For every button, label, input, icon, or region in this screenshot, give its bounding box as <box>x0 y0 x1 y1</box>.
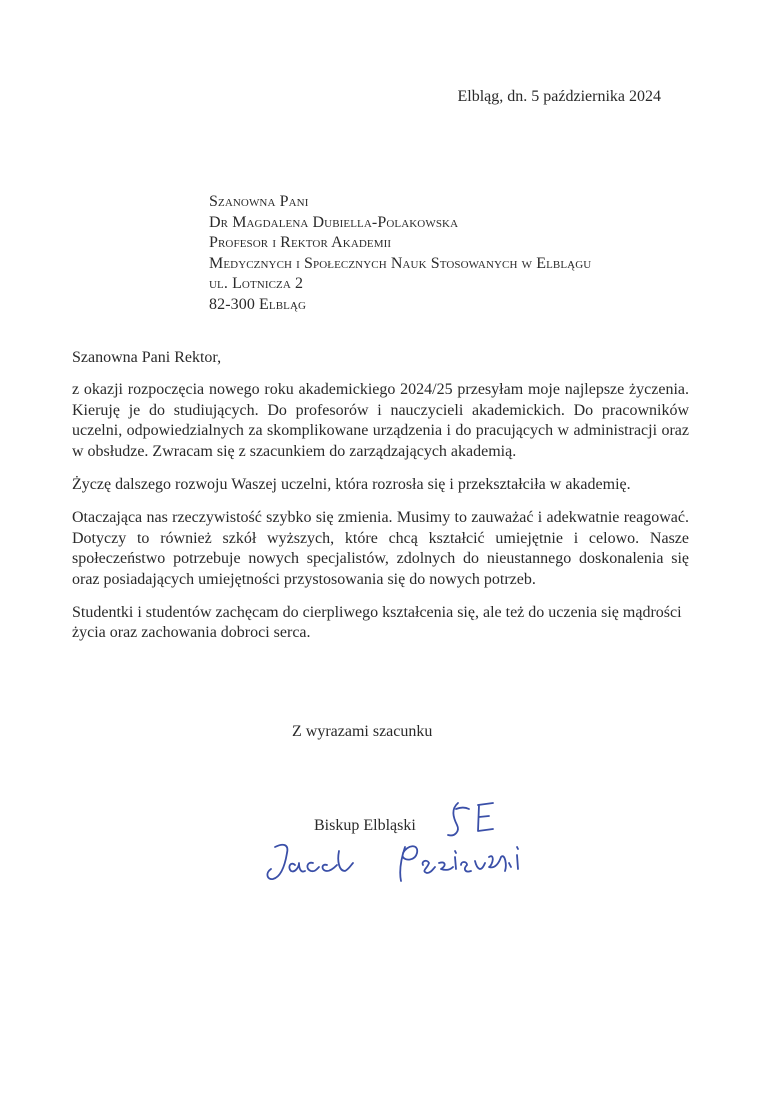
recipient-line: Szanowna Pani <box>209 193 309 210</box>
closing: Z wyrazami szacunku <box>292 723 433 740</box>
signature-first-name <box>267 845 353 879</box>
letter-body <box>72 380 689 657</box>
signer-title: Biskup Elbląski <box>314 817 416 834</box>
paragraph: z okazji rozpoczęcia nowego roku akademickiego 2024/25 przesyłam moje najlepsze życzenia. Kieruję je do studiujących. Do profesorów i nauczycieli akademickich. Do pracowników uczelni, odpowiedzialnych za skomplikowane urządzenia i do pracujących w administracji oraz w obsłudze. Zwracam się z szacunkiem do zarządzających akademią. <box>72 381 689 460</box>
recipient-line: Medycznych i Społecznych Nauk Stosowanych w Elblągu <box>209 254 592 272</box>
paragraph: Otaczająca nas rzeczywistość szybko się zmienia. Musimy to zauważać i adekwatnie reagować. Dotyczy to również szkół wyższych, które chcą kształcić umiejętnie i celowo. Nasze społeczeństwo potrzebuje nowych specjalistów, zdolnych do nieustannego doskonalenia się oraz posiadających umiejętności przystosowania się do nowych potrzeb. <box>72 508 689 588</box>
recipient-line: Profesor i Rektor Akademii <box>209 234 392 252</box>
recipient-line: Dr Magdalena Dubiella-Polakowska <box>209 213 459 231</box>
salutation: Szanowna Pani Rektor, <box>72 349 222 366</box>
paragraph: Życzę dalszego rozwoju Waszej uczelni, która rozrosła się i przekształciła w akademię. <box>72 475 631 493</box>
signature-cross-mark <box>448 803 469 835</box>
handwritten-signature <box>255 795 555 895</box>
recipient-line: 82-300 Elbląg <box>209 295 307 313</box>
paragraph: Studentki i studentów zachęcam do cierpliwego kształcenia się, ale też do uczenia się mądrości życia oraz zachowania dobroci serca. <box>72 603 682 642</box>
signature-last-name <box>400 846 518 881</box>
letter-date: Elbląg, dn. 5 października 2024 <box>457 88 661 105</box>
recipient-address <box>209 192 591 316</box>
recipient-line: ul. Lotnicza 2 <box>209 275 304 293</box>
signature-e-mark <box>478 803 493 831</box>
